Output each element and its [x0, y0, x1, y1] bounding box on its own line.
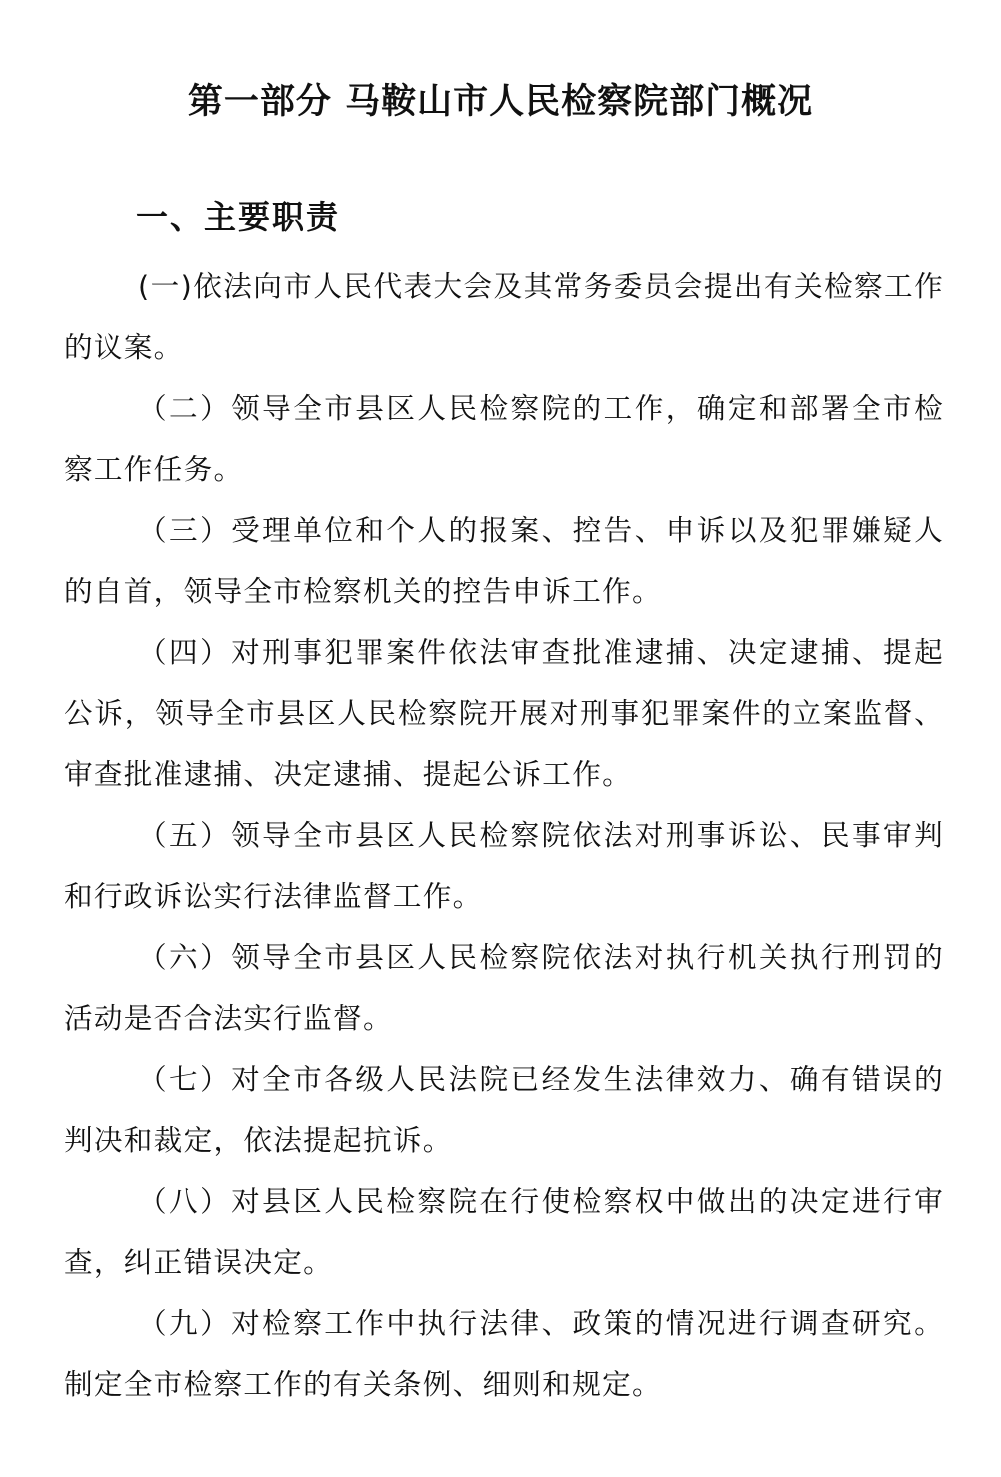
duty-item-9: （九）对检察工作中执行法律、政策的情况进行调查研究。制定全市检察工作的有关条例、细则和规定。: [64, 1306, 944, 1401]
duty-item-4: （四）对刑事犯罪案件依法审查批准逮捕、决定逮捕、提起公诉，领导全市县区人民检察院开展对刑事犯罪案件的立案监督、审查批准逮捕、决定逮捕、提起公诉工作。: [64, 635, 944, 791]
duties-list: [64, 256, 944, 1415]
duty-item-3: （三）受理单位和个人的报案、控告、申诉以及犯罪嫌疑人的自首，领导全市检察机关的控告申诉工作。: [64, 513, 944, 608]
duty-item-2: （二）领导全市县区人民检察院的工作，确定和部署全市检察工作任务。: [64, 391, 944, 486]
page-title: 第一部分 马鞍山市人民检察院部门概况: [187, 82, 814, 122]
duty-item-7: （七）对全市各级人民法院已经发生法律效力、确有错误的判决和裁定，依法提起抗诉。: [64, 1062, 944, 1157]
duty-item-8: （八）对县区人民检察院在行使检察权中做出的决定进行审查，纠正错误决定。: [64, 1184, 944, 1279]
duty-item-5: （五）领导全市县区人民检察院依法对刑事诉讼、民事审判和行政诉讼实行法律监督工作。: [64, 818, 944, 913]
duty-item-6: （六）领导全市县区人民检察院依法对执行机关执行刑罚的活动是否合法实行监督。: [64, 940, 944, 1035]
section-heading: 一、主要职责: [136, 198, 341, 236]
duty-item-1: (一)依法向市人民代表大会及其常务委员会提出有关检察工作的议案。: [64, 269, 944, 364]
